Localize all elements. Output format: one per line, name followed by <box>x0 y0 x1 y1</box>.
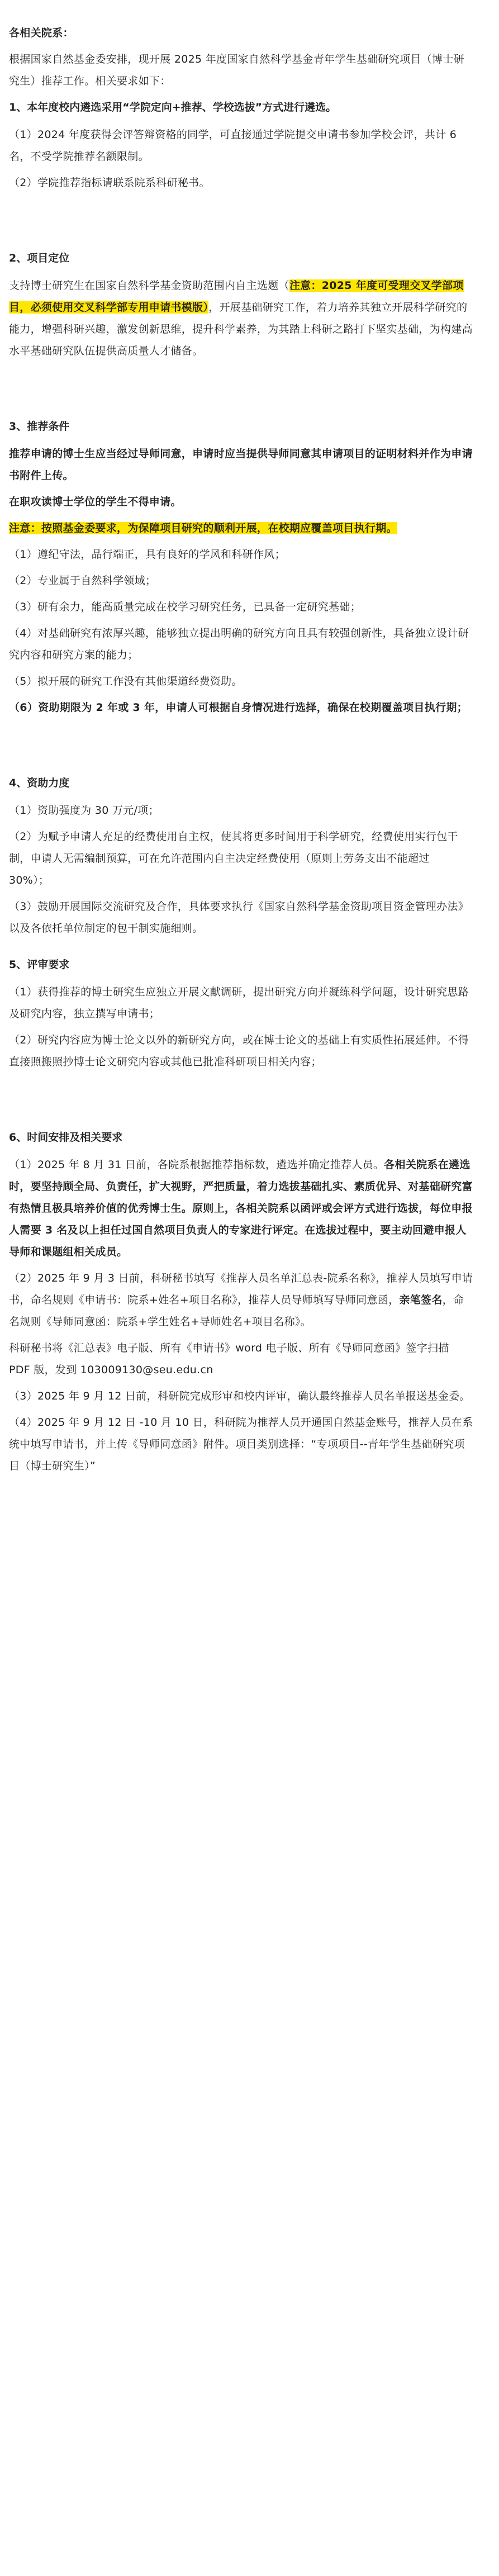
section-6-title: 6、时间安排及相关要求 <box>9 1131 123 1144</box>
section-2-title: 2、项目定位 <box>9 252 70 264</box>
section-6-item-1-bold: 各相关院系在遴选时，要坚持顾全局、负责任，扩大视野，严把质量，着力选拔基础扎实、素质优异、对基础研究富有热情且极具培养价值的优秀博士生。原则上，各相关院系以函评或会评方式进行选拔，每位申报人需要 3 名及以上担任过国自然项目负责人的专家进行评定。在选拔过程中，要主动回避申报人导师和课题组相关成员。 <box>9 1159 473 1258</box>
section-4-item-3: （3）鼓励开展国际交流研究及合作，具体要求执行《国家自然科学基金资助项目资金管理办法》以及各依托单位制定的包干制实施细则。 <box>9 900 469 934</box>
section-3-restriction: 在职攻读博士学位的学生不得申请。 <box>9 496 182 508</box>
section-4 <box>9 772 473 940</box>
section-6-item-3: （3）2025 年 9 月 12 日前，科研院完成形审和校内评审，确认最终推荐人员名单报送基金委。 <box>9 1390 471 1402</box>
section-6-item-1 <box>9 1154 473 1263</box>
section-3-item-6: （6）资助期限为 2 年或 3 年，申请人可根据自身情况进行选择，确保在校期覆盖项目执行期； <box>9 701 468 714</box>
section-6-item-2-text-a: （2）2025 年 9 月 3 日前，科研秘书填写《推荐人员名单汇总表-院系名称》，推荐人员填写申请书，命名规则《申请书：院系+姓名+项目名称》，推荐人员导师填写导师同意函， <box>9 1272 473 1306</box>
section-3-item-1: （1）遵纪守法，品行端正，具有良好的学风和科研作风； <box>9 548 286 561</box>
section-3-title: 3、推荐条件 <box>9 420 70 433</box>
section-6-item-2 <box>9 1268 473 1333</box>
section-3-note <box>9 518 473 539</box>
section-3-highlight: 注意：按照基金委要求，为保障项目研究的顺利开展，在校期应覆盖项目执行期。 <box>9 522 397 534</box>
section-3-item-2: （2）专业属于自然科学领域； <box>9 575 156 587</box>
section-4-item-2: （2）为赋予申请人充足的经费使用自主权，使其将更多时间用于科学研究，经费使用实行包干制，申请人无需编制预算，可在允许范围内自主决定经费使用（原则上劳务支出不能超过 30%）； <box>9 831 458 886</box>
section-3-item-4: （4）对基础研究有浓厚兴趣，能够独立提出明确的研究方向且具有较强创新性，具备独立设计研究内容和研究方案的能力； <box>9 627 469 661</box>
section-5-item-2: （2）研究内容应为博士论文以外的新研究方向，或在博士论文的基础上有实质性拓展延伸。不得直接照搬照抄博士论文研究内容或其他已批准科研项目相关内容； <box>9 1034 469 1068</box>
section-4-item-1: （1）资助强度为 30 万元/项； <box>9 804 159 817</box>
section-1-item-2: （2）学院推荐指标请联系院系科研秘书。 <box>9 177 210 189</box>
section-2-paragraph <box>9 275 473 362</box>
section-6 <box>9 1127 473 1477</box>
section-5-item-1: （1）获得推荐的博士研究生应独立开展文献调研，提出研究方向并凝练科学问题，设计研究思路及研究内容，独立撰写申请书； <box>9 986 469 1020</box>
section-6-item-1-text: （1）2025 年 8 月 31 日前，各院系根据推荐指标数，遴选并确定推荐人员。 <box>9 1159 384 1171</box>
section-3-requirement: 推荐申请的博士生应当经过导师同意，申请时应当提供导师同意其申请项目的证明材料并作为申请书附件上传。 <box>9 448 473 482</box>
section-5 <box>9 954 473 1073</box>
section-6-item-2-bold: 亲笔签名 <box>399 1294 443 1306</box>
section-6-item-4: （4）2025 年 9 月 12 日 -10 月 10 日，科研院为推荐人员开通国自然基金账号，推荐人员在系统中填写申请书，并上传《导师同意函》附件。项目类别选择：“专项项目--青年学生基础研究项目（博士研究生）” <box>9 1416 473 1472</box>
section-4-title: 4、资助力度 <box>9 777 70 789</box>
section-2 <box>9 248 473 362</box>
section-6-email-instructions: 科研秘书将《汇总表》电子版、所有《申请书》word 电子版、所有《导师同意函》签字扫描 PDF 版，发到 103009130@seu.edu.cn <box>9 1342 449 1376</box>
section-3 <box>9 416 473 719</box>
section-1 <box>9 97 473 194</box>
section-1-item-1: （1）2024 年度获得会评答辩资格的同学，可直接通过学院提交申请书参加学校会评，共计 6 名，不受学院推荐名额限制。 <box>9 129 457 163</box>
section-1-title: 1、本年度校内遴选采用“学院定向+推荐、学校选拔”方式进行遴选。 <box>9 101 337 113</box>
section-5-title: 5、评审要求 <box>9 959 70 971</box>
greeting: 各相关院系： <box>9 27 74 39</box>
section-3-item-5: （5）拟开展的研究工作没有其他渠道经费资助。 <box>9 675 243 687</box>
section-2-text-b: ，开展基础研究工作，着力培养其独立开展科学研究的能力，增强科研兴趣，激发创新思维，提升科学素养，为其踏上科研之路打下坚实基础，为构建高水平基础研究队伍提供高质量人才储备。 <box>9 301 473 357</box>
section-2-highlight: 注意：2025 年度可受理交叉学部项目，必须使用交叉科学部专用申请书模版） <box>9 279 464 314</box>
intro-paragraph: 根据国家自然基金委安排，现开展 2025 年度国家自然科学基金青年学生基础研究项目（博士研究生）推荐工作。相关要求如下： <box>9 53 464 87</box>
section-6-item-2-text-b: ，命名规则《导师同意函：院系+学生姓名+导师姓名+项目名称》。 <box>9 1294 464 1328</box>
section-2-text-a: 支持博士研究生在国家自然科学基金资助范围内自主选题（ <box>9 279 289 292</box>
section-3-item-3: （3）研有余力，能高质量完成在校学习研究任务，已具备一定研究基础； <box>9 601 361 613</box>
